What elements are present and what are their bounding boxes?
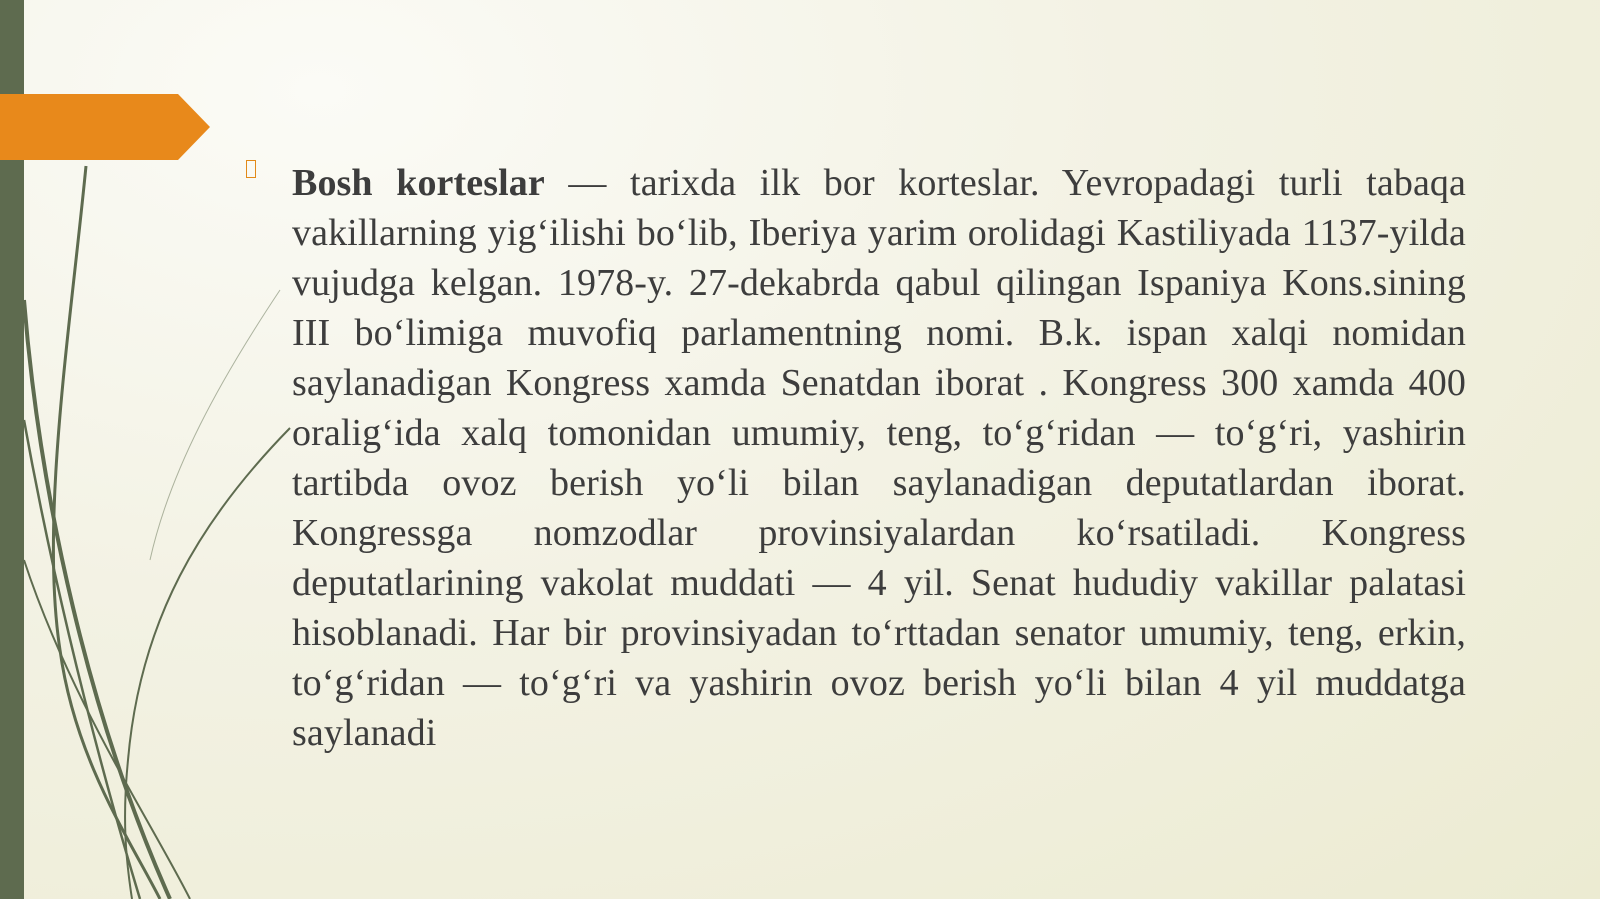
curve-line-5 [150, 290, 280, 560]
curve-line-2 [24, 300, 170, 899]
slide-content [292, 158, 1466, 758]
bullet-paragraph [292, 158, 1466, 758]
square-bullet-icon [246, 160, 260, 182]
term-heading: Bosh korteslar [292, 162, 545, 204]
curve-line-4 [125, 428, 290, 899]
orange-arrow-tab [0, 94, 210, 160]
paragraph-text: — tarixda ilk bor korteslar. Yevropadagi turli tabaqa vakillarning yig‘ilishi bo‘lib, Iberiya yarim orolidagi Kastiliyada 1137-yilda vujudga kelgan. 1978-y. 27-dekabrda qabul qilingan Ispaniya Kons.sining III bo‘limiga muvofiq parlamentning nomi. B.k. ispan xalqi nomidan saylanadigan Kongress xamda Senatdan iborat . Kongress 300 xamda 400 oralig‘ida xalq tomonidan umumiy, teng, to‘g‘ridan — to‘g‘ri, yashirin tartibda ovoz berish yo‘li bilan saylanadigan deputatlardan iborat. Kongressga nomzodlar provinsiyalardan ko‘rsatiladi. Kongress deputatlarining vakolat muddati — 4 yil. Senat hududiy vakillar palatasi hisoblanadi. Har bir provinsiyadan to‘rttadan senator umumiy, teng, erkin, to‘g‘ridan — to‘g‘ri va yashirin ovoz berish yo‘li bilan 4 yil muddatga saylanadi [292, 162, 1466, 754]
curve-line-1 [53, 166, 160, 899]
